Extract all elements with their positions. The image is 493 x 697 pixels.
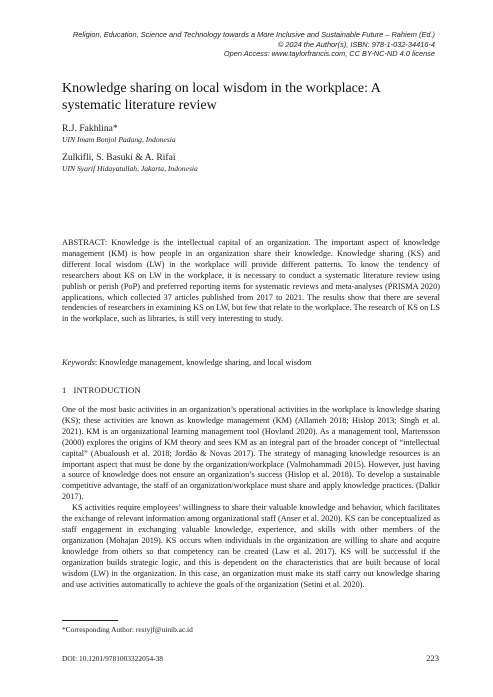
keywords-label: Keywords [62, 358, 95, 367]
author-affiliation: UIN Syarif Hidayatullah, Jakarta, Indonesia [62, 164, 198, 173]
section-heading [62, 385, 141, 395]
abstract: ABSTRACT: Knowledge is the intellectual capital of an organization. The important aspect of knowledge management (KM) is how people in an organization share their knowledge. Knowledge sharing (KS) and different local wisdom (LW) in the workplace will provide different patterns. To know the tendency of researchers about KS on LW in the workplace, it is necessary to conduct a systematic literature review using publish or perish (PoP) and preferred reporting items for systematic reviews and meta-analyses (PRISMA 2020) applications, which collected 37 articles published from 2017 to 2021. The results show that there are several tendencies of researchers in examining KS on LW, but few that relate to the workplace. The research of KS on LS in the workplace, such as libraries, is still very interesting to study. [62, 238, 440, 324]
running-header [55, 30, 435, 59]
section-title: INTRODUCTION [73, 385, 141, 395]
author-block [62, 123, 442, 181]
header-license: Open Access: www.taylorfrancis.com, CC BY-NC-ND 4.0 license [223, 49, 435, 59]
paragraph: KS activities require employees’ willingness to share their valuable knowledge and behavior, which facilitates the exchange of relevant information among organizational staff (Anser et al. 2020). KS can be conceptualized as staff engagement in exchanging valuable knowledge, experience, and skills with other members of the organization (Mohajan 2019). KS occurs when individuals in the organization are willing to share and acquire knowledge from others so that competency can be created (Law et al. 2017). KS will be successful if the organization builds strategic logic, and this is dependent on the characteristics that are built because of local wisdom (LW) in the organization. In this case, an organization must make its staff carry out knowledge sharing and use activities automatically to achieve the goals of the organization (Setini et al. 2020). [62, 503, 440, 589]
header-book-title: Religion, Education, Science and Technology towards a More Inclusive and Sustainable Future – Rahiem (Ed.) [72, 30, 435, 39]
section-number: 1 [62, 385, 67, 395]
paragraph: One of the most basic activities in an organization’s operational activities in the workplace is knowledge sharing (KS); these activities are known as knowledge management (KM) (Allameh 2018; Hislop 2013; Singh et al. 2021). KM is an organizational learning management tool (Hovland 2020). As a management tool, Martensson (2000) explores the origins of KM theory and sees KM as an integral part of the broader concept of “intellectual capital” (Abualoush et al. 2018; Jordão & Novas 2017). The strategy of managing knowledge resources is an important aspect that must be done by the organization/workplace (Valmohammadi 2015). However, just having a source of knowledge does not ensure an organization’s success (Hislop et al. 2018). To develop a sustainable competitive advantage, the staff of an organization/workplace must share and apply knowledge practices. (Dalkir 2017). [62, 405, 440, 502]
author-affiliation: UIN Imam Bonjol Padang, Indonesia [62, 135, 176, 144]
doi: DOI: 10.1201/9781003322054-38 [62, 654, 164, 663]
paper-title: Knowledge sharing on local wisdom in the workplace: A systematic literature review [62, 81, 381, 113]
keywords-text: : Knowledge management, knowledge sharing, and local wisdom [94, 358, 312, 367]
page-number: 223 [426, 653, 439, 663]
author-names: Zulkifli, S. Basuki & A. Rifai [62, 152, 176, 163]
section-body [62, 405, 440, 590]
footnote-rule [62, 620, 118, 621]
keywords [62, 358, 440, 369]
footnote: *Corresponding Author: restyjf@uinib.ac.id [62, 625, 193, 634]
header-copyright: © 2024 the Author(s), ISBN: 978-1-032-34416-4 [277, 39, 435, 49]
author-names: R.J. Fakhlina* [62, 123, 118, 134]
